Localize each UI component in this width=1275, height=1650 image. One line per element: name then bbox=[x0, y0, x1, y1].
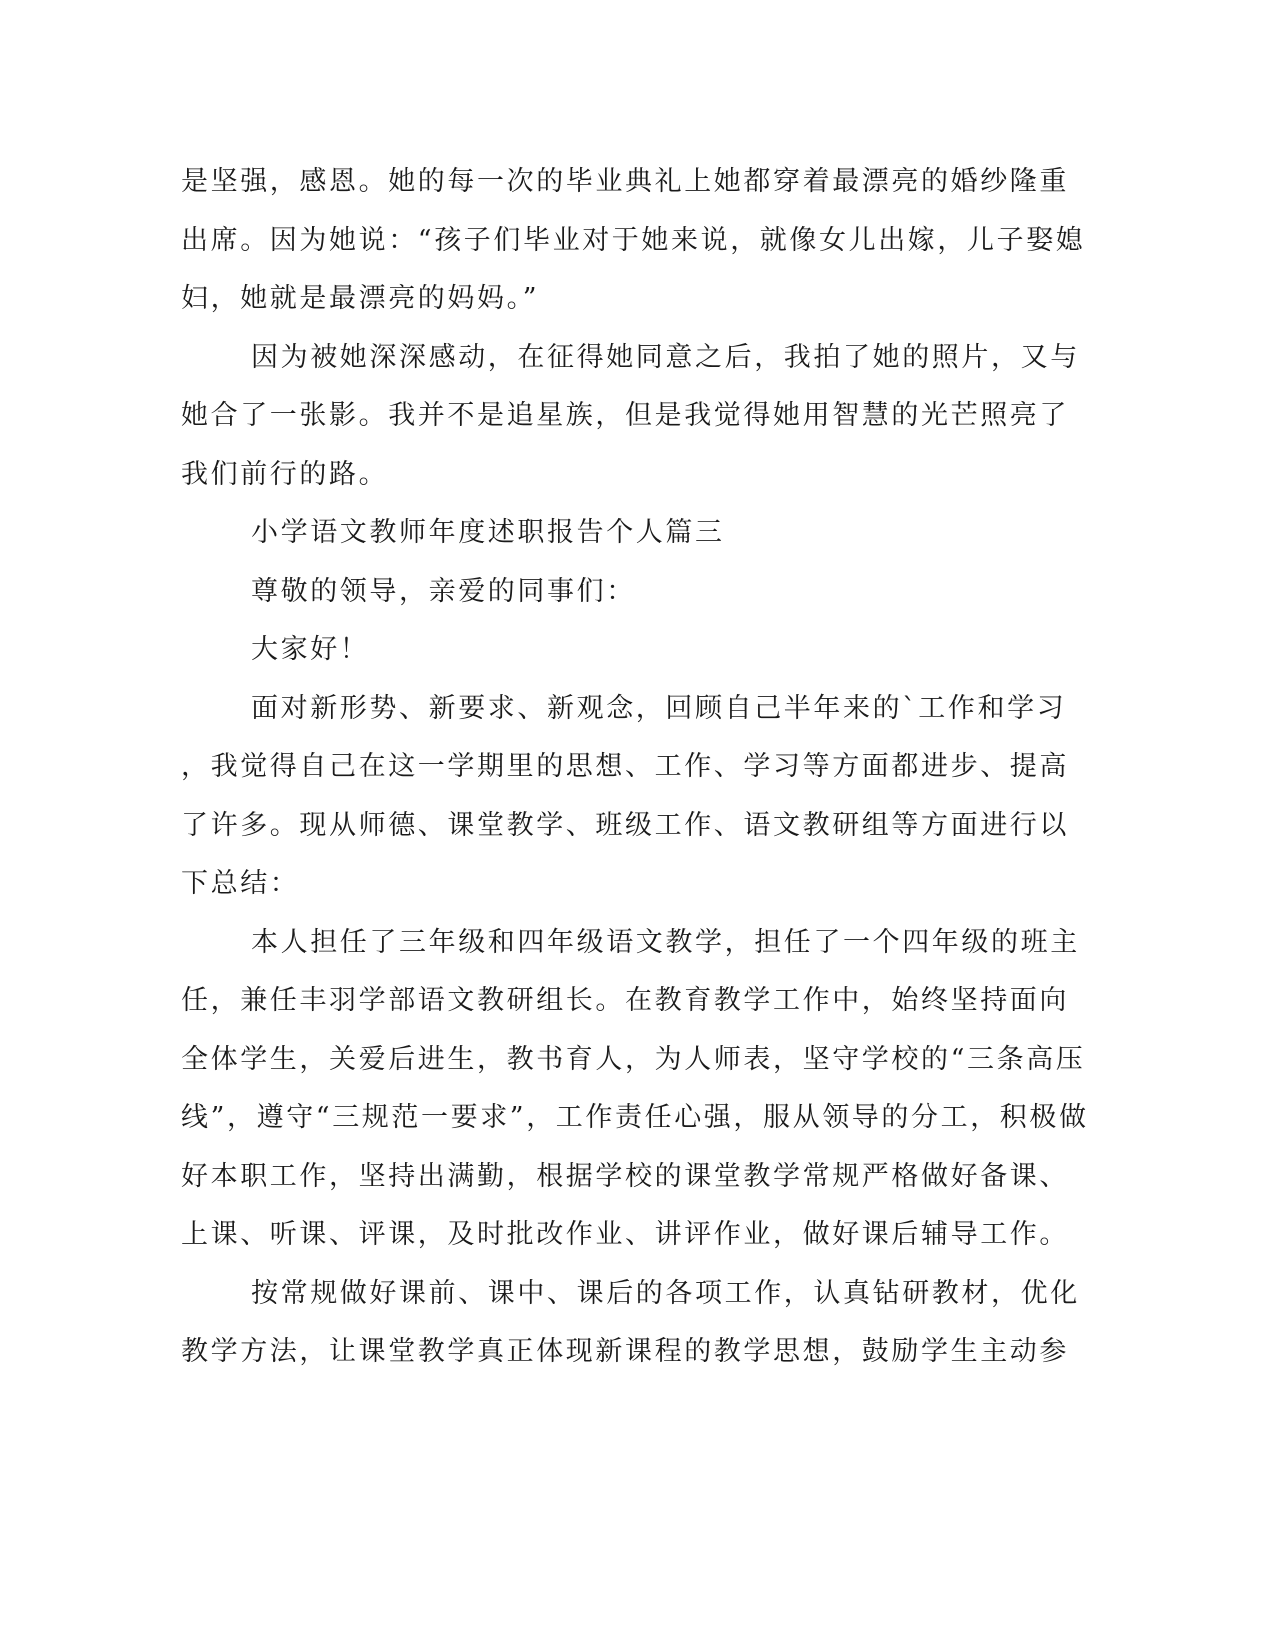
text-line: 上课、听课、评课，及时批改作业、讲评作业，做好课后辅导工作。 bbox=[181, 1219, 1069, 1250]
text-line: 面对新形势、新要求、新观念，回顾自己半年来的`工作和学习 bbox=[251, 692, 1067, 724]
text-line: ，我觉得自己在这一学期里的思想、工作、学习等方面都进步、提高 bbox=[181, 751, 1069, 782]
salutation: 尊敬的领导，亲爱的同事们： bbox=[251, 575, 636, 607]
text-line: 了许多。现从师德、课堂教学、班级工作、语文教研组等方面进行以 bbox=[181, 809, 1069, 841]
text-line: 好本职工作，坚持出满勤，根据学校的课堂教学常规严格做好备课、 bbox=[181, 1160, 1069, 1192]
text-line: 妇，她就是最漂亮的妈妈。” bbox=[181, 283, 540, 314]
text-line: 出席。因为她说：“孩子们毕业对于她来说，就像女儿出嫁，儿子娶媳 bbox=[181, 224, 1086, 256]
text-line: 是坚强，感恩。她的每一次的毕业典礼上她都穿着最漂亮的婚纱隆重 bbox=[181, 166, 1069, 197]
text-line: 全体学生，关爱后进生，教书育人，为人师表，坚守学校的“三条高压 bbox=[181, 1043, 1086, 1075]
text-line: 本人担任了三年级和四年级语文教学，担任了一个四年级的班主 bbox=[251, 926, 1080, 958]
text-line: 教学方法，让课堂教学真正体现新课程的教学思想，鼓励学生主动参 bbox=[181, 1336, 1069, 1367]
text-line: 因为被她深深感动，在征得她同意之后，我拍了她的照片，又与 bbox=[251, 341, 1080, 373]
text-line: 线”，遵守“三规范一要求”，工作责任心强，服从领导的分工，积极做 bbox=[181, 1102, 1089, 1133]
text-line: 任，兼任丰羽学部语文教研组长。在教育教学工作中，始终坚持面向 bbox=[181, 985, 1069, 1016]
text-line: 我们前行的路。 bbox=[181, 458, 389, 490]
text-line: 她合了一张影。我并不是追星族，但是我觉得她用智慧的光芒照亮了 bbox=[181, 400, 1069, 431]
document-body bbox=[181, 153, 1089, 1382]
text-line: 按常规做好课前、课中、课后的各项工作，认真钻研教材，优化 bbox=[251, 1277, 1080, 1309]
section-heading: 小学语文教师年度述职报告个人篇三 bbox=[251, 517, 725, 548]
text-line: 下总结： bbox=[181, 868, 300, 899]
greeting: 大家好！ bbox=[251, 634, 370, 665]
